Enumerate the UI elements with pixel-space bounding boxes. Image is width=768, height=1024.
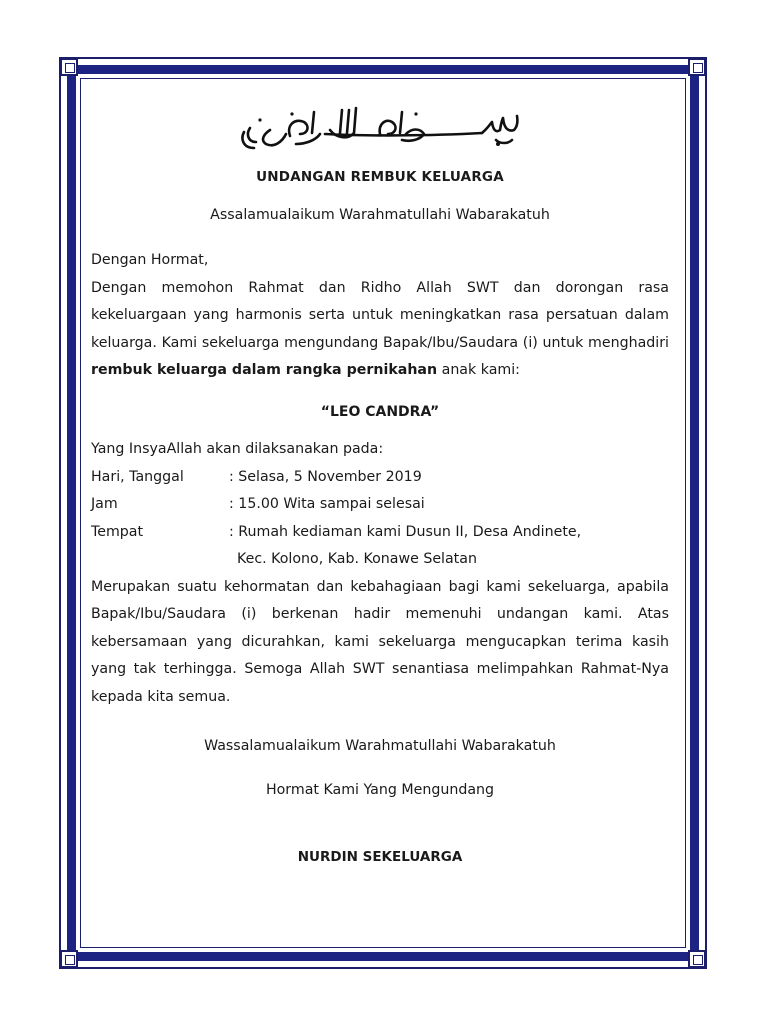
date-value: : Selasa, 5 November 2019 bbox=[229, 468, 422, 485]
time-value: : 15.00 Wita sampai selesai bbox=[229, 496, 425, 512]
intro-text-part1: Dengan memohon Rahmat dan Ridho Allah SWT dan dorongan rasa kekeluargaan yang harmonis serta untuk meningkatkan rasa persatuan dalam keluarga. Kami sekeluarga mengundang Bapak/Ibu/Saudara (i) untuk menghadiri bbox=[91, 279, 669, 351]
greeting: Dengan Hormat, bbox=[91, 252, 209, 268]
signer-name: NURDIN SEKELUARGA bbox=[297, 849, 463, 865]
corner-ornament-top-left bbox=[60, 58, 78, 76]
groom-name: “LEO CANDRA” bbox=[320, 403, 440, 420]
corner-ornament-bottom-right bbox=[688, 950, 706, 968]
corner-ornament-top-right bbox=[688, 58, 706, 76]
place-value-line2: Kec. Kolono, Kab. Konawe Selatan bbox=[237, 551, 477, 567]
invitation-letter bbox=[91, 100, 669, 872]
intro-text-bold: rembuk keluarga dalam rangka pernikahan bbox=[91, 362, 438, 378]
detail-row-time bbox=[91, 491, 669, 519]
closing-paragraph: Merupakan suatu kehormatan dan kebahagiaan bagi kami sekeluarga, apabila Bapak/Ibu/Saudara (i) berkenan hadir memenuhi undangan kami. Atas kebersamaan yang dicurahkan, kami sekeluarga mengucapkan terima kasih yang tak terhingga. Semoga Allah SWT senantiasa melimpahkan Rahmat-Nya kepada kita semua. bbox=[91, 578, 669, 705]
opening-salutation: Assalamualaikum Warahmatullahi Wabarakatuh bbox=[210, 206, 550, 223]
schedule-intro: Yang InsyaAllah akan dilaksanakan pada: bbox=[91, 441, 384, 457]
corner-ornament-bottom-left bbox=[60, 950, 78, 968]
time-label: Jam bbox=[91, 496, 118, 512]
place-value: : Rumah kediaman kami Dusun II, Desa Andinete, bbox=[229, 523, 582, 540]
regards-line: Hormat Kami Yang Mengundang bbox=[265, 781, 495, 798]
place-label: Tempat bbox=[91, 523, 144, 540]
intro-paragraph bbox=[91, 275, 669, 385]
closing-salutation: Wassalamualaikum Warahmatullahi Wabarakatuh bbox=[204, 738, 556, 754]
letter-title: UNDANGAN REMBUK KELUARGA bbox=[256, 169, 504, 185]
intro-text-part2: anak kami: bbox=[437, 362, 520, 378]
basmalah-icon bbox=[230, 100, 530, 152]
detail-row-place bbox=[91, 519, 669, 547]
detail-row-date bbox=[91, 464, 669, 492]
basmalah-calligraphy bbox=[91, 100, 669, 162]
date-label: Hari, Tanggal bbox=[91, 468, 184, 485]
